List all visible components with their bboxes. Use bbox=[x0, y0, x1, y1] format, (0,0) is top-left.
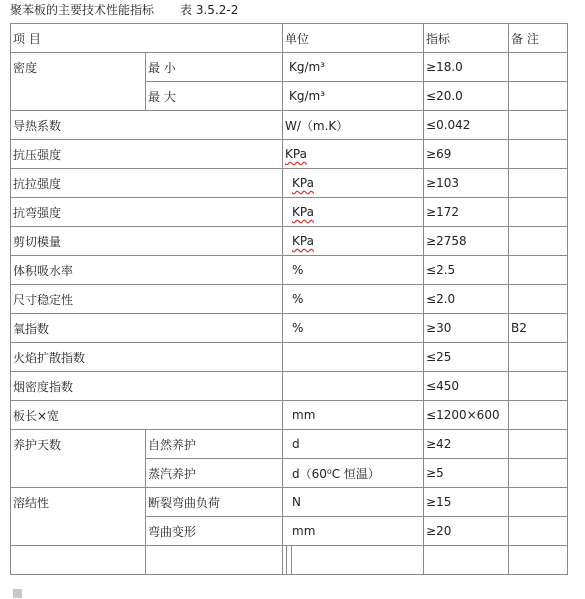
curing-label: 养护天数 bbox=[11, 430, 146, 488]
bending-value: ≥172 bbox=[424, 198, 509, 227]
shear-note bbox=[509, 227, 568, 256]
table-row bbox=[11, 372, 568, 401]
density-min-note bbox=[509, 53, 568, 82]
curing-natural-value: ≥42 bbox=[424, 430, 509, 459]
tensile-note bbox=[509, 169, 568, 198]
board-unit: mm bbox=[283, 401, 424, 430]
tensile-unit bbox=[283, 169, 424, 198]
thermal-label: 导热系数 bbox=[11, 111, 283, 140]
curing-natural-unit: d bbox=[283, 430, 424, 459]
table-row bbox=[11, 256, 568, 285]
compressive-unit-text: KPa bbox=[285, 147, 307, 161]
creep-deform-value: ≥20 bbox=[424, 517, 509, 546]
density-min-unit: Kg/m³ bbox=[283, 53, 424, 82]
water-value: ≤2.5 bbox=[424, 256, 509, 285]
thermal-value: ≤0.042 bbox=[424, 111, 509, 140]
oxygen-label: 氧指数 bbox=[11, 314, 283, 343]
dimensional-label: 尺寸稳定性 bbox=[11, 285, 283, 314]
table-row bbox=[11, 53, 568, 82]
compressive-unit bbox=[283, 140, 424, 169]
bending-unit bbox=[283, 198, 424, 227]
empty-cell bbox=[292, 546, 424, 575]
shear-unit-text: KPa bbox=[292, 234, 314, 248]
flame-value: ≤25 bbox=[424, 343, 509, 372]
empty-cell bbox=[11, 546, 146, 575]
curing-steam-label: 蒸汽养护 bbox=[146, 459, 283, 488]
compressive-label: 抗压强度 bbox=[11, 140, 283, 169]
performance-table bbox=[10, 23, 568, 575]
header-unit bbox=[283, 24, 424, 53]
header-item-label: 项 目 bbox=[13, 31, 41, 46]
density-max-value: ≤20.0 bbox=[424, 82, 509, 111]
bending-unit-text: KPa bbox=[292, 205, 314, 219]
compressive-value: ≥69 bbox=[424, 140, 509, 169]
table-row-empty bbox=[11, 546, 568, 575]
table-row bbox=[11, 430, 568, 459]
table-header-row bbox=[11, 24, 568, 53]
creep-deform-label: 弯曲变形 bbox=[146, 517, 283, 546]
water-unit: % bbox=[283, 256, 424, 285]
density-min-label: 最 小 bbox=[146, 53, 283, 82]
board-label: 板长×宽 bbox=[11, 401, 283, 430]
empty-cell bbox=[424, 546, 509, 575]
bending-note bbox=[509, 198, 568, 227]
smoke-unit bbox=[283, 372, 424, 401]
header-index-label: 指标 bbox=[426, 31, 451, 46]
dimensional-note bbox=[509, 285, 568, 314]
creep-deform-note bbox=[509, 517, 568, 546]
density-max-unit: Kg/m³ bbox=[283, 82, 424, 111]
curing-natural-note bbox=[509, 430, 568, 459]
header-item bbox=[11, 24, 283, 53]
oxygen-value: ≥30 bbox=[424, 314, 509, 343]
creep-break-label: 断裂弯曲负荷 bbox=[146, 488, 283, 517]
compressive-note bbox=[509, 140, 568, 169]
table-row bbox=[11, 488, 568, 517]
water-note bbox=[509, 256, 568, 285]
smoke-value: ≤450 bbox=[424, 372, 509, 401]
table-row bbox=[11, 140, 568, 169]
flame-unit bbox=[283, 343, 424, 372]
density-min-value: ≥18.0 bbox=[424, 53, 509, 82]
table-resize-handle[interactable] bbox=[13, 589, 22, 598]
board-note bbox=[509, 401, 568, 430]
table-row bbox=[11, 314, 568, 343]
thermal-note bbox=[509, 111, 568, 140]
curing-steam-unit: d（60⁰C 恒温） bbox=[283, 459, 424, 488]
board-value: ≤1200×600 bbox=[424, 401, 509, 430]
table-row bbox=[11, 169, 568, 198]
curing-steam-note bbox=[509, 459, 568, 488]
dimensional-unit: % bbox=[283, 285, 424, 314]
table-row bbox=[11, 111, 568, 140]
header-note-label: 备 注 bbox=[511, 31, 539, 46]
density-max-note bbox=[509, 82, 568, 111]
creep-break-unit: N bbox=[283, 488, 424, 517]
table-row bbox=[11, 227, 568, 256]
empty-cell bbox=[509, 546, 568, 575]
curing-natural-label: 自然养护 bbox=[146, 430, 283, 459]
header-index bbox=[424, 24, 509, 53]
table-caption bbox=[10, 2, 238, 18]
smoke-note bbox=[509, 372, 568, 401]
caption-title: 聚苯板的主要技术性能指标 bbox=[10, 3, 155, 17]
table-row bbox=[11, 285, 568, 314]
creep-break-value: ≥15 bbox=[424, 488, 509, 517]
shear-unit bbox=[283, 227, 424, 256]
thermal-unit: W/（m.K） bbox=[283, 111, 424, 140]
creep-label: 溶结性 bbox=[11, 488, 146, 546]
empty-cell bbox=[146, 546, 283, 575]
oxygen-unit: % bbox=[283, 314, 424, 343]
tensile-value: ≥103 bbox=[424, 169, 509, 198]
creep-break-note bbox=[509, 488, 568, 517]
density-label: 密度 bbox=[11, 53, 146, 111]
table-row bbox=[11, 198, 568, 227]
water-label: 体积吸水率 bbox=[11, 256, 283, 285]
creep-deform-unit: mm bbox=[283, 517, 424, 546]
table-row bbox=[11, 343, 568, 372]
tensile-unit-text: KPa bbox=[292, 176, 314, 190]
header-unit-label: 单位 bbox=[285, 31, 310, 46]
bending-label: 抗弯强度 bbox=[11, 198, 283, 227]
flame-note bbox=[509, 343, 568, 372]
dimensional-value: ≤2.0 bbox=[424, 285, 509, 314]
smoke-label: 烟密度指数 bbox=[11, 372, 283, 401]
shear-value: ≥2758 bbox=[424, 227, 509, 256]
tensile-label: 抗拉强度 bbox=[11, 169, 283, 198]
caption-table-number: 表 3.5.2-2 bbox=[180, 3, 239, 17]
shear-label: 剪切模量 bbox=[11, 227, 283, 256]
header-note bbox=[509, 24, 568, 53]
oxygen-note: B2 bbox=[509, 314, 568, 343]
table-row bbox=[11, 401, 568, 430]
density-max-label: 最 大 bbox=[146, 82, 283, 111]
flame-label: 火焰扩散指数 bbox=[11, 343, 283, 372]
curing-steam-value: ≥5 bbox=[424, 459, 509, 488]
